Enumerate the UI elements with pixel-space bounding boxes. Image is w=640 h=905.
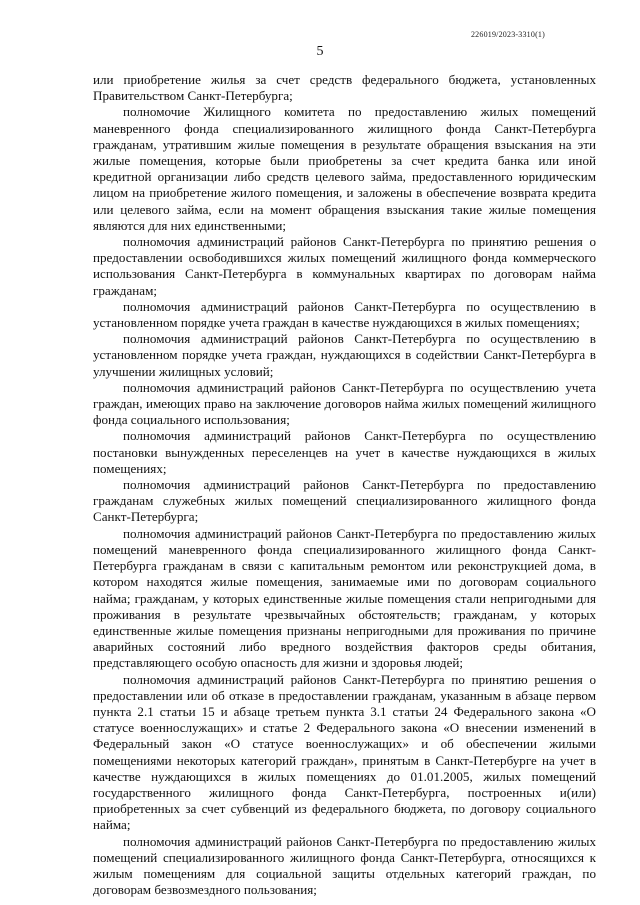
- paragraph: или приобретение жилья за счет средств федерального бюджета, установленных Правительством Санкт-Петербурга;: [93, 72, 596, 104]
- page-number: 5: [316, 44, 324, 59]
- paragraph: полномочие Жилищного комитета по предоставлению жилых помещений маневренного фонда специализированного жилищного фонда Санкт-Петербурга гражданам, утратившим жилые помещения в результате обращения взыскания на эти жилые помещения, которые были приобретены за счет кредита банка или иной кредитной организации либо средств целевого займа, предоставленного юридическим лицом на приобретение жилого помещения, и заложены в обеспечение возврата кредита или целевого займа, если на момент обращения взыскания такие жилые помещения являются для них единственными;: [93, 104, 596, 233]
- paragraph: полномочия администраций районов Санкт-Петербурга по осуществлению в установленном порядке учета граждан, нуждающихся в содействии Санкт-Петербурга в улучшении жилищных условий;: [93, 331, 596, 379]
- document-body: [93, 72, 596, 898]
- paragraph: полномочия администраций районов Санкт-Петербурга по принятию решения о предоставлении или об отказе в предоставлении гражданам, указанным в абзаце первом пункта 2.1 статьи 15 и абзаце третьем пункта 3.1 статьи 24 Федерального закона «О статусе военнослужащих» и статье 2 Федерального закона «О внесении изменений в Федеральный закон «О статусе военнослужащих» и об обеспечении жилыми помещениями некоторых категорий граждан», принятым в Санкт-Петербурге на учет в качестве нуждающихся в жилых помещениях до 01.01.2005, жилых помещений государственного жилищного фонда Санкт-Петербурга, построенных и(или) приобретенных за счет субвенций из федерального бюджета, по договору социального найма;: [93, 671, 596, 833]
- paragraph: полномочия администраций районов Санкт-Петербурга по осуществлению в установленном порядке учета граждан в качестве нуждающихся в жилых помещениях;: [93, 298, 596, 331]
- paragraph: полномочия администраций районов Санкт-Петербурга по осуществлению учета граждан, имеющих право на заключение договоров найма жилых помещений жилищного фонда социального использования;: [93, 379, 596, 428]
- paragraph: полномочия администраций районов Санкт-Петербурга по предоставлению жилых помещений специализированного жилищного фонда Санкт-Петербурга, относящихся к жилым помещениям для социальной защиты отдельных категорий граждан, по договорам безвозмездного пользования;: [93, 833, 596, 898]
- paragraph: полномочия администраций районов Санкт-Петербурга по осуществлению постановки вынужденных переселенцев на учет в качестве нуждающихся в жилых помещениях;: [93, 428, 596, 476]
- document-number: 226019/2023-3310(1): [470, 30, 545, 39]
- paragraph: полномочия администраций районов Санкт-Петербурга по предоставлению гражданам служебных жилых помещений специализированного жилищного фонда Санкт-Петербурга;: [93, 477, 596, 525]
- paragraph: полномочия администраций районов Санкт-Петербурга по принятию решения о предоставлении освободившихся жилых помещений жилищного фонда коммерческого использования Санкт-Петербурга в коммунальных квартирах по договорам найма гражданам;: [93, 234, 596, 298]
- paragraph: полномочия администраций районов Санкт-Петербурга по предоставлению жилых помещений маневренного фонда специализированного жилищного фонда Санкт-Петербурга гражданам в связи с капитальным ремонтом или реконструкцией дома, в котором находятся жилые помещения, занимаемые ими по договорам социального найма; гражданам, у которых единственные жилые помещения стали непригодными для проживания в результате чрезвычайных обстоятельств; гражданам, у которых единственные жилые помещения признаны непригодными для проживания по причине аварийных состояний либо вредного воздействия факторов среды обитания, представляющего особую опасность для жизни и здоровья людей;: [93, 525, 596, 671]
